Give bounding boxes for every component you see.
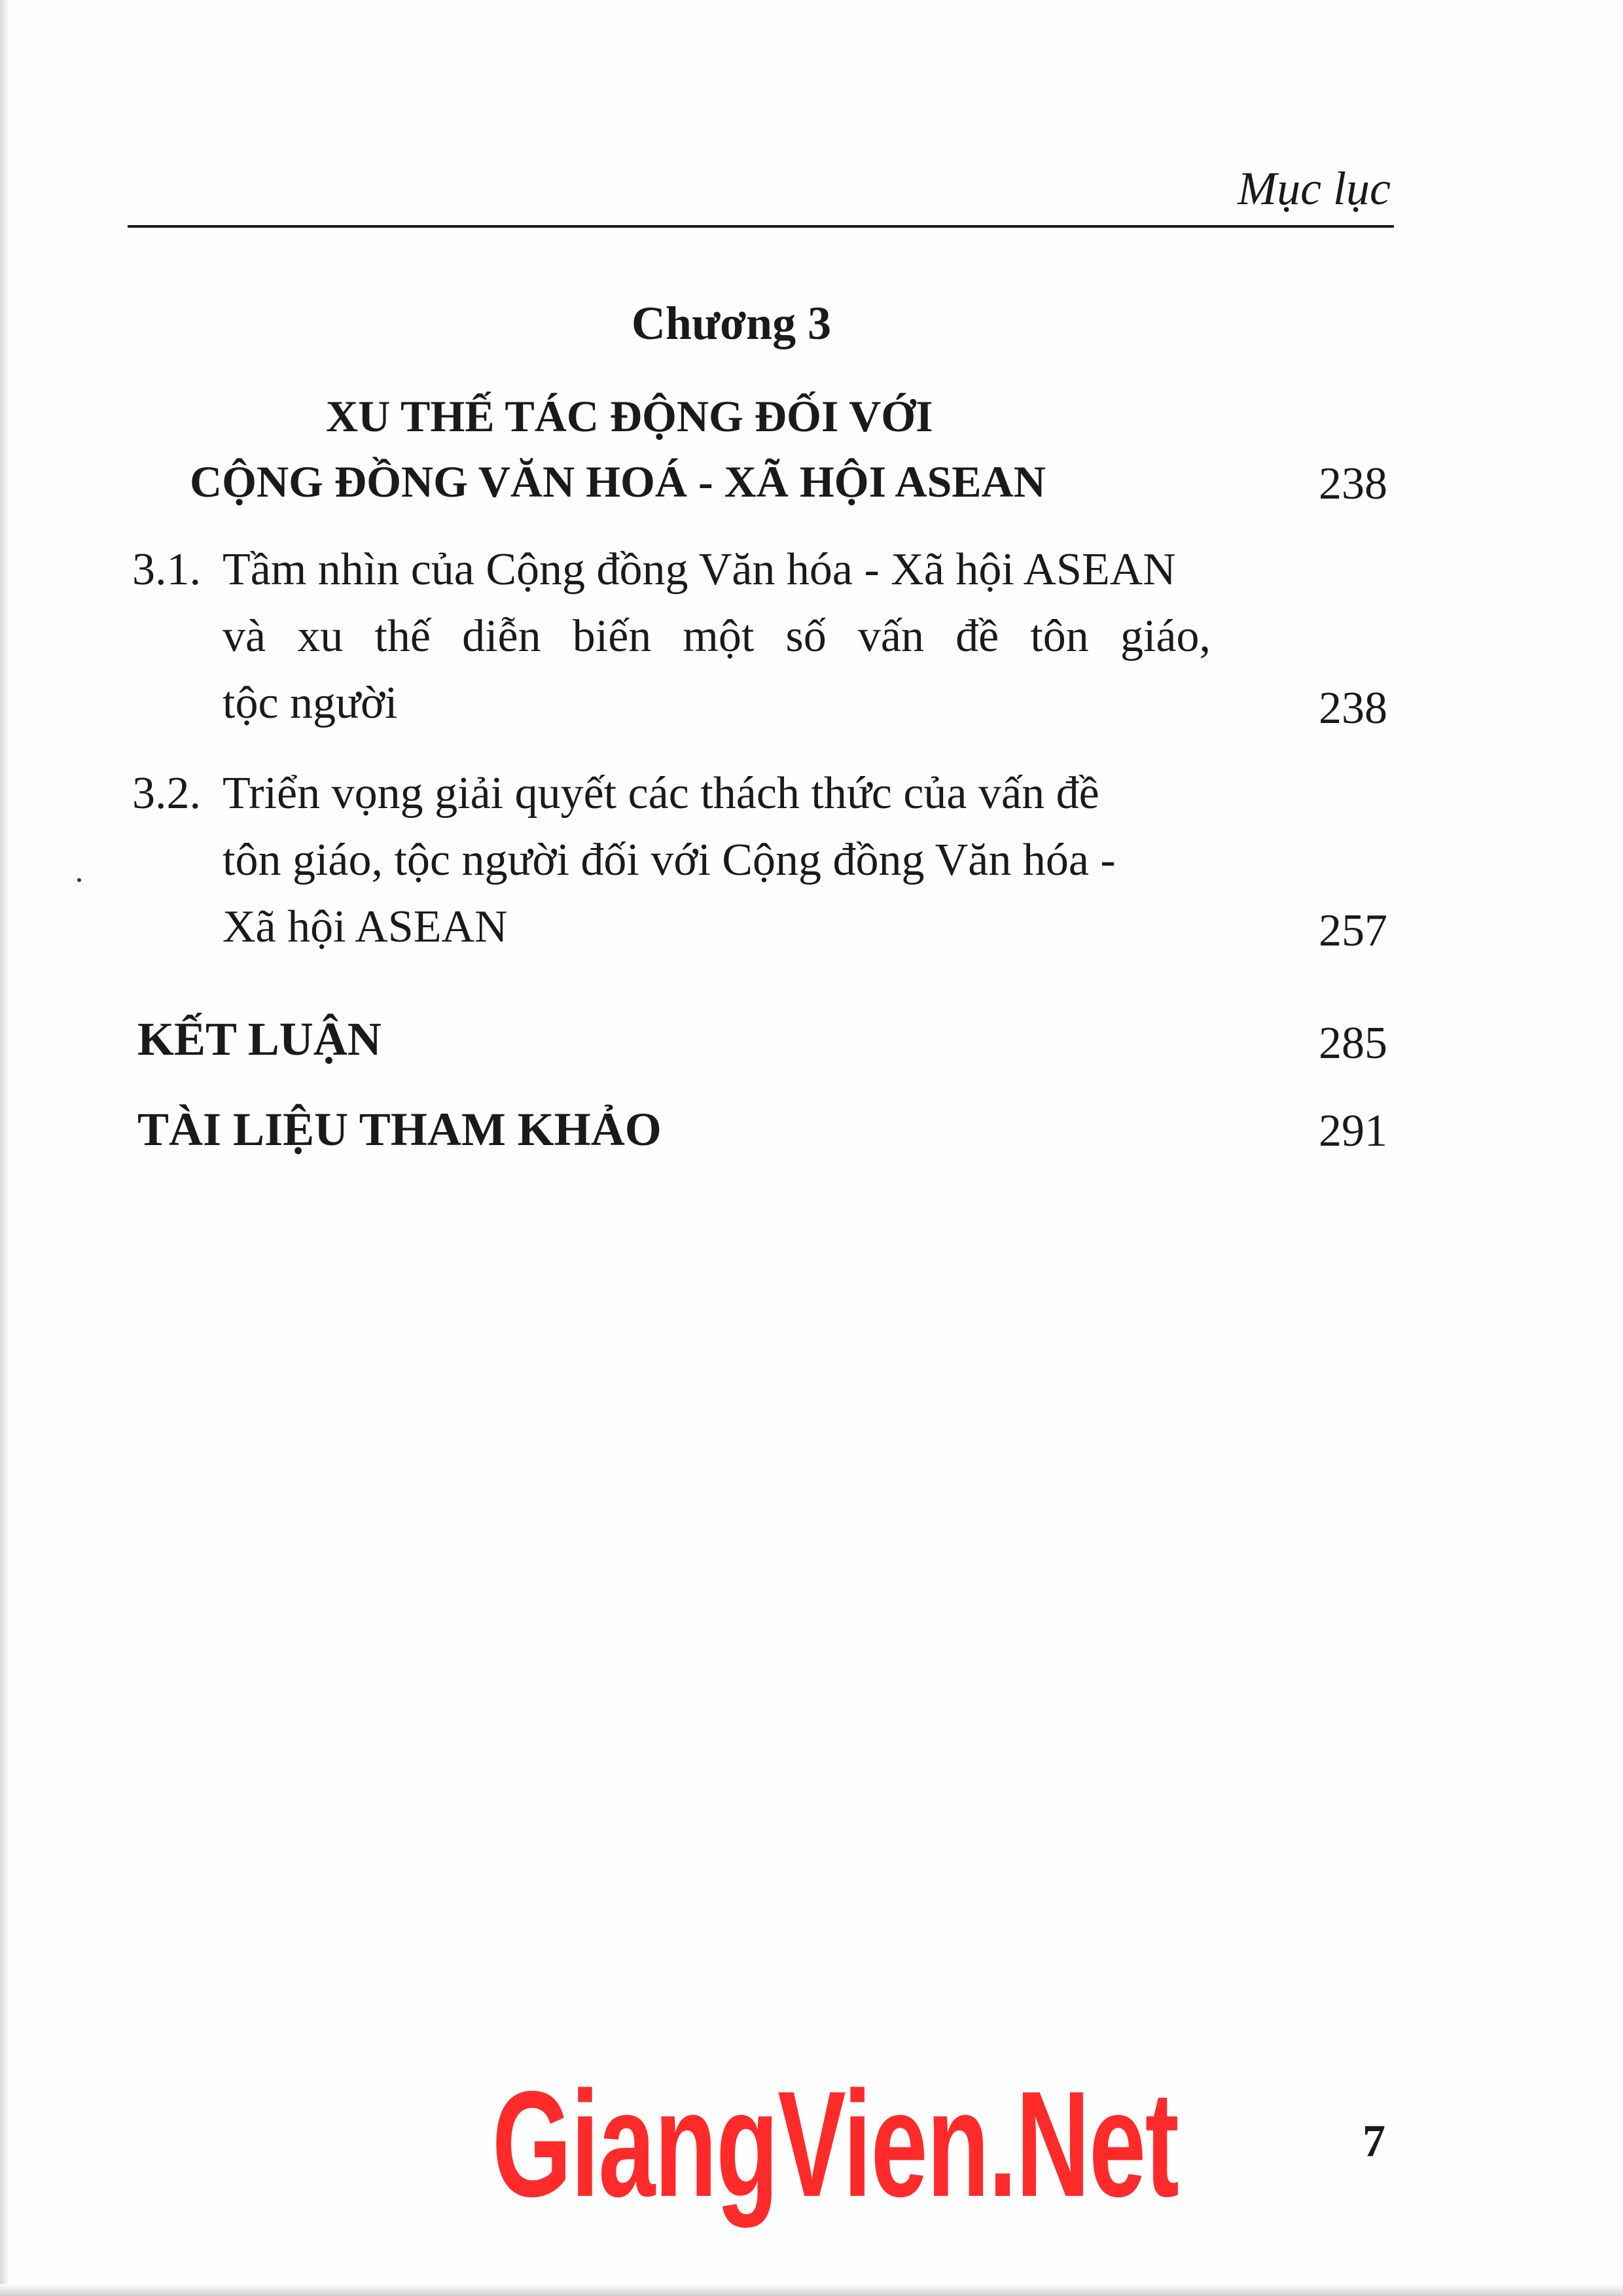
toc-entry-line: Xã hội ASEAN	[223, 902, 508, 952]
toc-entry-line: Tầm nhìn của Cộng đồng Văn hóa - Xã hội ASEAN	[223, 544, 1176, 595]
toc-entry-line: tộc người	[223, 678, 398, 728]
section-references: TÀI LIỆU THAM KHẢO	[137, 1103, 662, 1156]
toc-entry-line: Triển vọng giải quyết các thách thức của vấn đề	[223, 768, 1099, 819]
toc-entry-page-number: 257	[1319, 906, 1387, 956]
watermark-logo: GiangVien.Net	[492, 2060, 1179, 2228]
header-rule	[128, 225, 1394, 228]
chapter-page-number: 238	[1319, 459, 1387, 509]
running-head: Mục lục	[1238, 162, 1391, 215]
scan-edge-bottom	[0, 2284, 1623, 2296]
section-page-number: 291	[1319, 1106, 1387, 1156]
toc-entry-line: và xu thế diễn biến một số vấn đề tôn giáo,	[223, 611, 1211, 662]
page-folio: 7	[1363, 2116, 1385, 2166]
section-page-number: 285	[1319, 1018, 1387, 1069]
toc-entry-number: 3.1.	[132, 544, 201, 595]
scan-speck	[77, 878, 81, 882]
section-conclusion: KẾT LUẬN	[137, 1013, 382, 1065]
chapter-title-line-2: CỘNG ĐỒNG VĂN HOÁ - XÃ HỘI ASEAN	[190, 457, 1046, 506]
toc-entry-page-number: 238	[1319, 683, 1387, 733]
toc-entry-number: 3.2.	[132, 768, 201, 819]
chapter-title-line-1: XU THẾ TÁC ĐỘNG ĐỐI VỚI	[326, 391, 933, 441]
chapter-label: Chương 3	[631, 297, 832, 349]
toc-entry-line: tôn giáo, tộc người đối với Cộng đồng Văn hóa -	[223, 835, 1116, 885]
